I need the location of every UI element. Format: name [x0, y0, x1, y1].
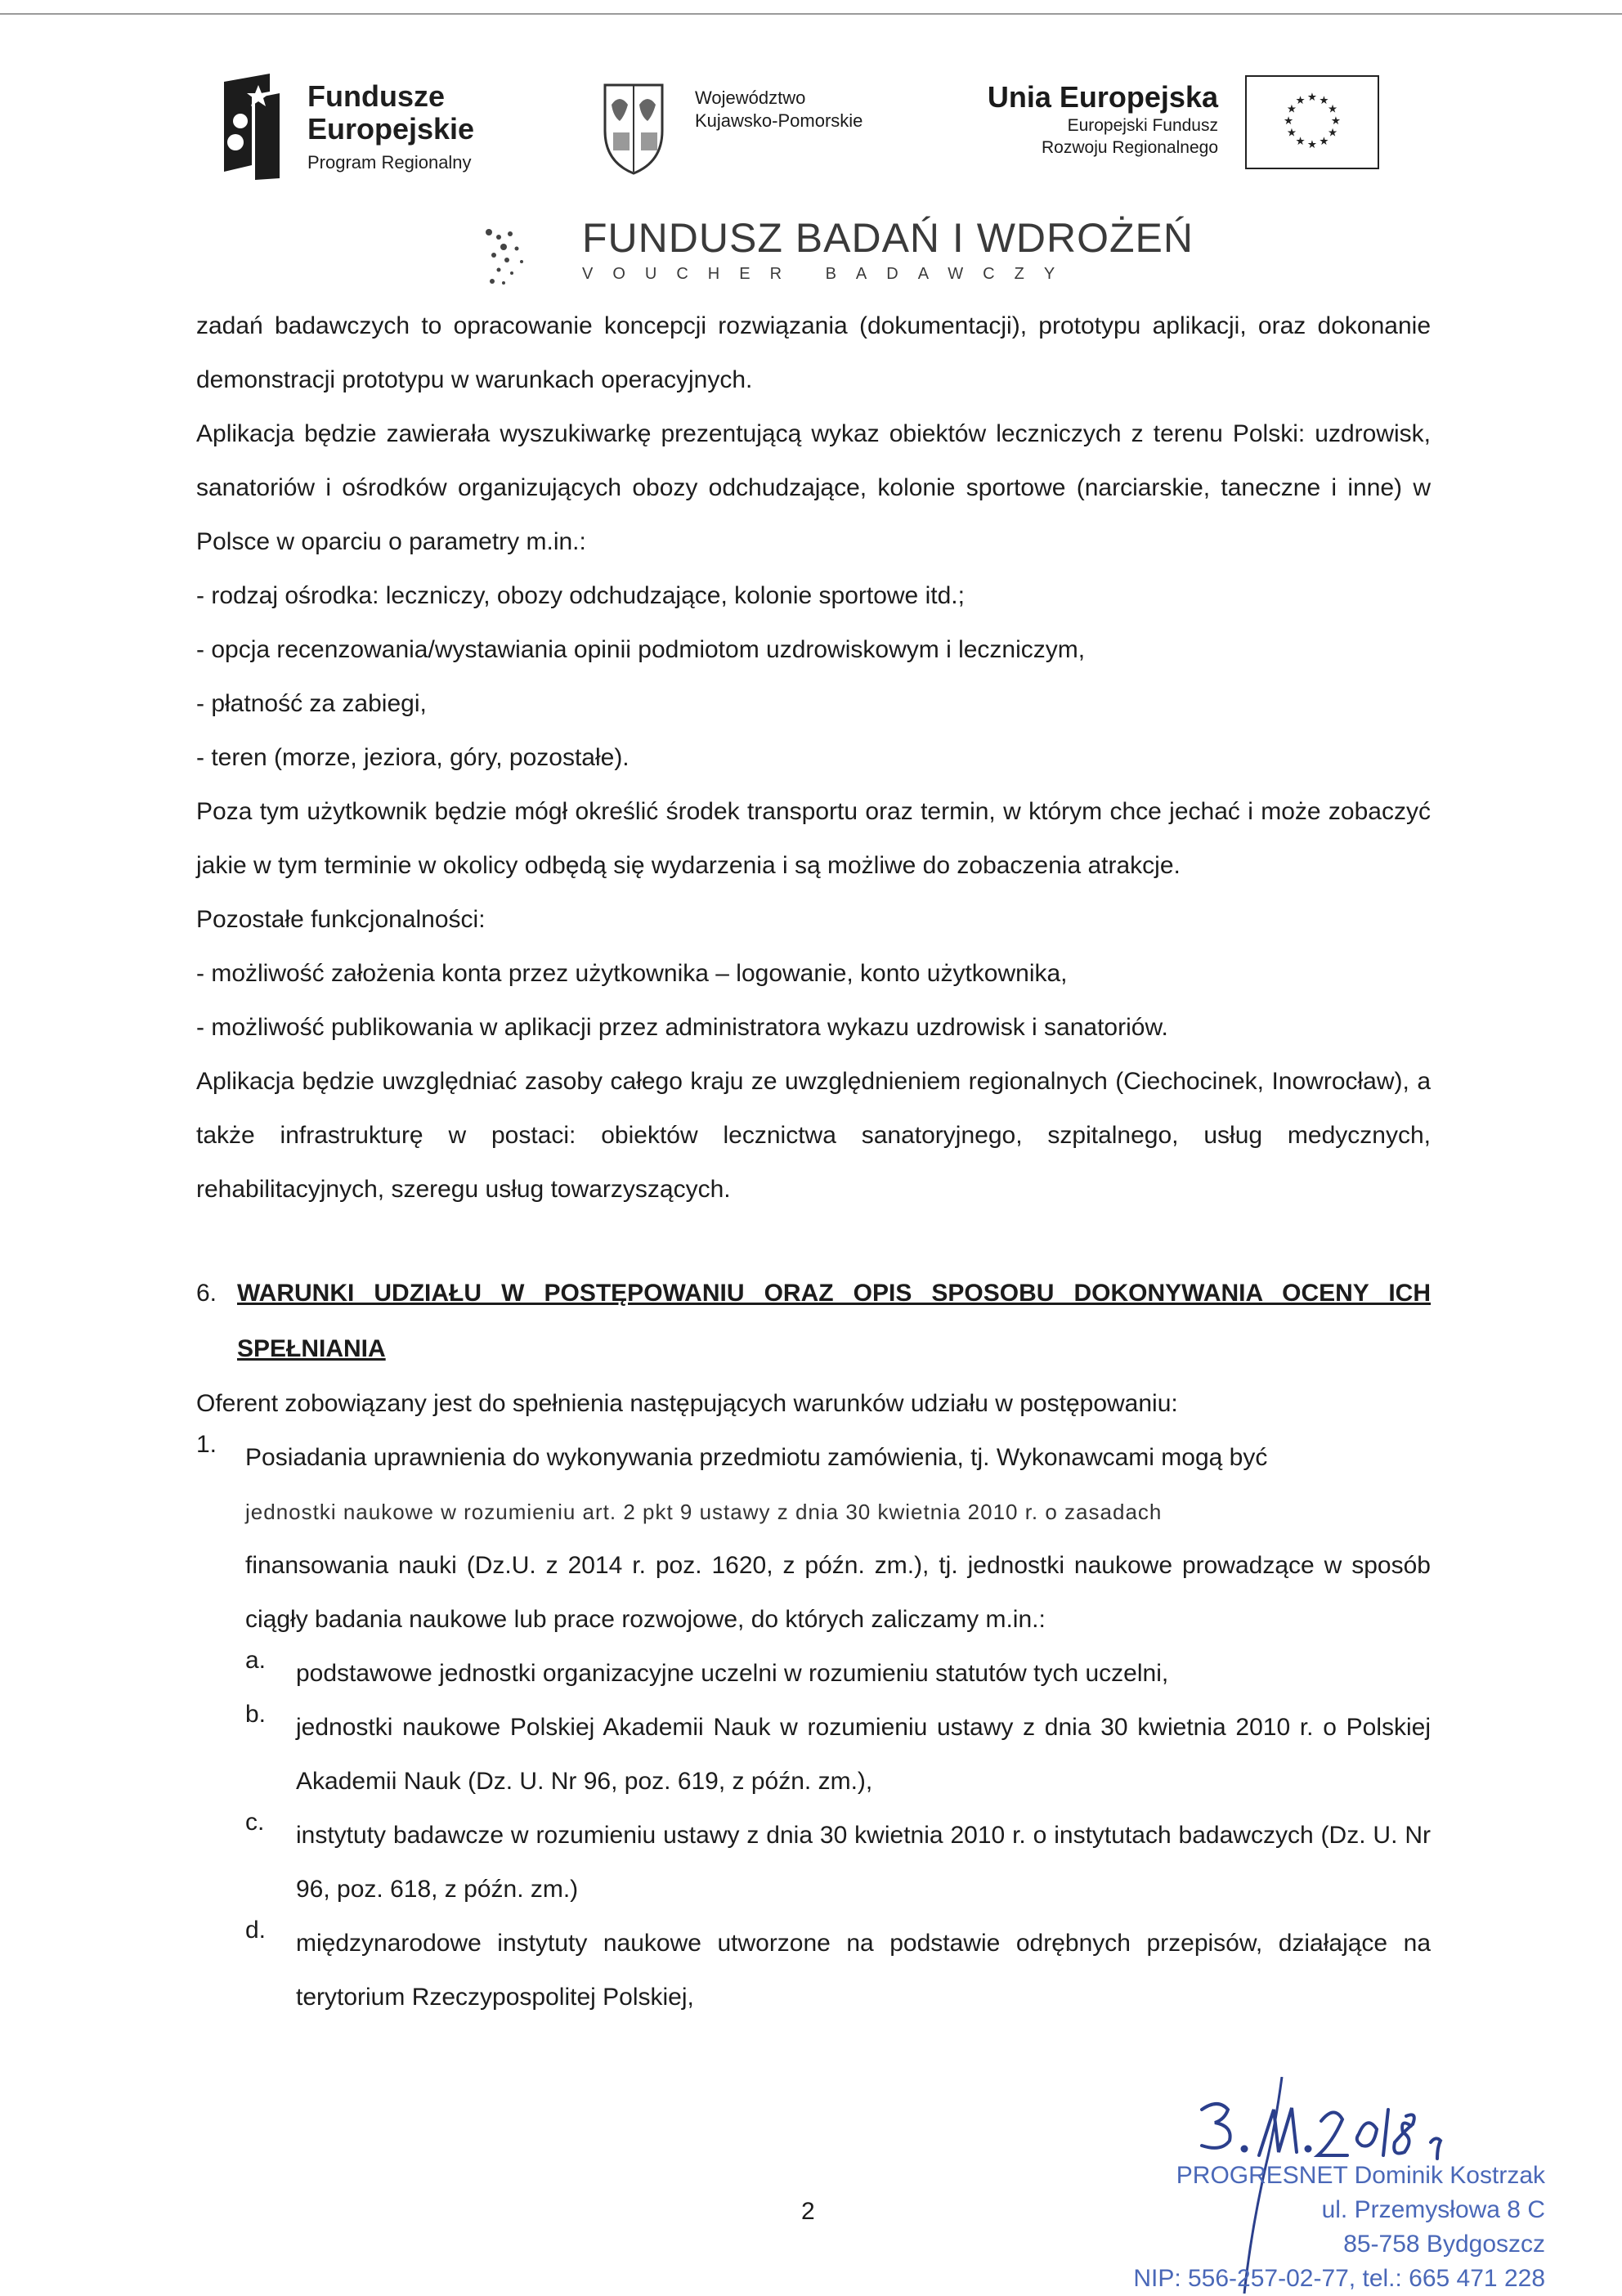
- sub-item-text: międzynarodowe instytuty naukowe utworzone na podstawie odrębnych przepisów, działające na terytorium Rzeczypospolitej Polskiej,: [296, 1930, 1431, 2011]
- svg-text:★: ★: [1330, 114, 1342, 128]
- kujawsko-pomorskie-text: [695, 87, 863, 132]
- fbw-title: FUNDUSZ BADAŃ I WDROŻEŃ: [582, 215, 1194, 261]
- sub-item-text: jednostki naukowe Polskiej Akademii Nauk w rozumieniu ustawy z dnia 30 kwietnia 2010 r. o Polskiej Akademii Nauk (Dz. U. Nr 96, poz. 619, z późn. zm.),: [296, 1714, 1431, 1795]
- kujawsko-pomorskie-crest-icon: [600, 80, 667, 177]
- paragraph-3: Poza tym użytkownik będzie mógł określić środek transportu oraz termin, w którym chce jechać i może zobaczyć jakie w tym terminie w okolicy odbędą się wydarzenia i są możliwe do zobaczenia atrakcje.: [196, 798, 1431, 879]
- eu-flag-icon: [1245, 75, 1379, 169]
- list-item-number: 1.: [196, 1431, 217, 1458]
- sub-item-c: [245, 1809, 1431, 1917]
- unia-europejska-text: [924, 80, 1218, 159]
- stamp-line-2: ul. Przemysłowa 8 C: [1321, 2196, 1545, 2223]
- sub-item-a: [245, 1647, 1431, 1701]
- fbw-subtitle: VOUCHER BADAWCZY: [582, 265, 1075, 283]
- stamp-line-1: PROGRESNET Dominik Kostrzak: [1176, 2162, 1545, 2189]
- page-number: 2: [801, 2198, 815, 2225]
- paragraph-2: Aplikacja będzie zawierała wyszukiwarkę prezentującą wykaz obiektów leczniczych z terenu Polski: uzdrowisk, sanatoriów i ośrodków organizujących obozy odchudzające, kolonie sportowe (narciarskie, taneczne i inne) w Polsce w oparciu o parametry m.in.:: [196, 420, 1431, 555]
- sub-item-text: podstawowe jednostki organizacyjne uczelni w rozumieniu statutów tych uczelni,: [296, 1660, 1169, 1687]
- svg-text:★: ★: [1306, 137, 1318, 151]
- fbw-dots-icon: [482, 224, 548, 289]
- eu-line2: Europejski Fundusz: [1067, 116, 1218, 135]
- svg-text:★: ★: [1295, 135, 1306, 149]
- section-title: WARUNKI UDZIAŁU W POSTĘPOWANIU ORAZ OPIS SPOSOBU DOKONYWANIA OCENY ICH SPEŁNIANIA: [237, 1280, 1431, 1362]
- sub-item-text: instytuty badawcze w rozumieniu ustawy z dnia 30 kwietnia 2010 r. o instytutach badawczych (Dz. U. Nr 96, poz. 618, z późn. zm.): [296, 1822, 1431, 1903]
- fundusze-europejskie-text: [307, 80, 474, 177]
- document-body: [196, 299, 1431, 2025]
- bullet-3: - płatność za zabiegi,: [196, 690, 427, 717]
- list-item-line-b: jednostki naukowe w rozumieniu art. 2 pkt 9 ustawy z dnia 30 kwietnia 2010 r. o zasadach: [245, 1500, 1163, 1524]
- sub-item-b: [245, 1701, 1431, 1809]
- svg-text:★: ★: [1319, 135, 1329, 149]
- signature-date-text: 3.11.2018 r.: [1177, 2077, 1182, 2078]
- eu-line3: Rozwoju Regionalnego: [1042, 138, 1218, 157]
- fe-line1: Fundusze: [307, 79, 445, 113]
- svg-text:★: ★: [1283, 114, 1294, 128]
- section-heading: [196, 1266, 1431, 1377]
- fundusze-europejskie-logo-icon: [219, 74, 285, 180]
- svg-text:★: ★: [1306, 90, 1318, 104]
- bullet-2: - opcja recenzowania/wystawiania opinii podmiotom uzdrowiskowym i leczniczym,: [196, 636, 1086, 663]
- bullet-6: - możliwość publikowania w aplikacji przez administratora wykazu uzdrowisk i sanatoriów.: [196, 1014, 1168, 1041]
- svg-text:★: ★: [1295, 93, 1306, 107]
- top-rule: [0, 13, 1622, 15]
- bullet-4: - teren (morze, jeziora, góry, pozostałe).: [196, 744, 630, 771]
- paragraph-1: zadań badawczych to opracowanie koncepcji rozwiązania (dokumentacji), prototypu aplikacji, oraz dokonanie demonstracji prototypu w warunkach operacyjnych.: [196, 312, 1431, 393]
- section-number: 6.: [196, 1280, 217, 1307]
- fe-line3: Program Regionalny: [307, 152, 472, 173]
- paragraph-5: Aplikacja będzie uwzględniać zasoby całego kraju ze uwzględnieniem regionalnych (Ciechocinek, Inowrocław), a także infrastrukturę w postaci: obiektów lecznictwa sanatoryjnego, szpitalnego, usług medycznych, rehabilitacyjnych, szeregu usług towarzyszących.: [196, 1068, 1431, 1203]
- svg-text:★: ★: [1328, 126, 1338, 140]
- company-stamp: [1087, 2159, 1545, 2296]
- eu-line1: Unia Europejska: [987, 80, 1218, 114]
- svg-text:★: ★: [1286, 102, 1297, 116]
- list-item-1: [196, 1431, 1431, 1647]
- sub-item-letter: c.: [245, 1809, 265, 1836]
- svg-text:★: ★: [1328, 102, 1338, 116]
- stamp-line-4: NIP: 556-257-02-77, tel.: 665 471 228: [1133, 2265, 1545, 2292]
- sub-item-letter: d.: [245, 1917, 267, 1944]
- sub-item-letter: b.: [245, 1701, 267, 1728]
- stamp-line-3: 85-758 Bydgoszcz: [1343, 2231, 1545, 2258]
- fe-line2: Europejskie: [307, 112, 475, 146]
- paragraph-4: Pozostałe funkcjonalności:: [196, 906, 486, 933]
- list-item-line-c: finansowania nauki (Dz.U. z 2014 r. poz. 1620, z późn. zm.), tj. jednostki naukowe prowadzące w sposób ciągły badania naukowe lub prace rozwojowe, do których zaliczamy m.in.:: [245, 1552, 1431, 1633]
- bullet-1: - rodzaj ośrodka: leczniczy, obozy odchudzające, kolonie sportowe itd.;: [196, 582, 965, 609]
- svg-text:★: ★: [1319, 93, 1329, 107]
- sub-item-d: [245, 1917, 1431, 2025]
- sub-item-letter: a.: [245, 1647, 267, 1674]
- svg-text:★: ★: [1286, 126, 1297, 140]
- list-item-line-a: Posiadania uprawnienia do wykonywania przedmiotu zamówienia, tj. Wykonawcami mogą być: [245, 1444, 1268, 1471]
- bullet-5: - możliwość założenia konta przez użytkownika – logowanie, konto użytkownika,: [196, 960, 1068, 987]
- kp-line2: Kujawsko-Pomorskie: [695, 110, 863, 131]
- kp-line1: Województwo: [695, 87, 806, 108]
- paragraph-6: Oferent zobowiązany jest do spełnienia następujących warunków udziału w postępowaniu:: [196, 1390, 1178, 1417]
